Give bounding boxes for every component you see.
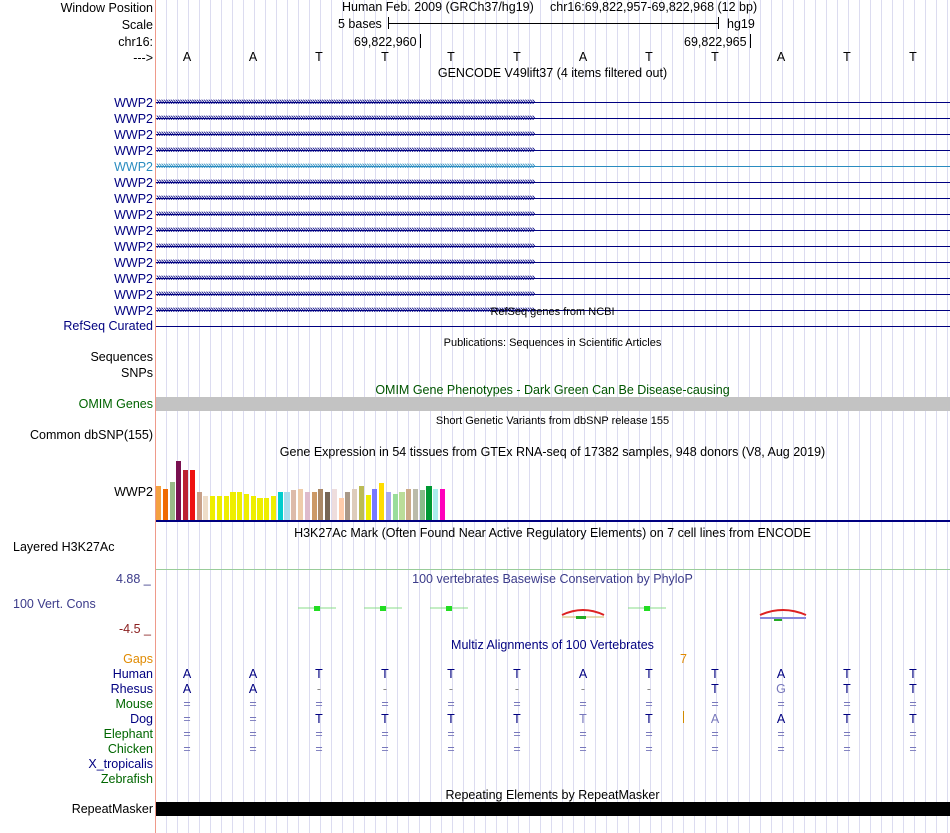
aligned-base: - bbox=[514, 682, 520, 696]
aligned-base: T bbox=[711, 667, 719, 681]
dbsnp-track-title[interactable]: Short Genetic Variants from dbSNP release 155 bbox=[435, 415, 670, 427]
phylop-peak bbox=[576, 616, 586, 619]
aligned-base: = bbox=[579, 727, 587, 741]
strand-arrows: ›››››››››››››››››››››››››››››››››››››››››››››››››››››››››››››››››››››››››››››››››››››››››››››››››››››››››››››››››››››››››››››››››››››››››››››››››››››››››››››››› bbox=[156, 112, 535, 124]
aligned-base: = bbox=[381, 742, 389, 756]
aligned-base: T bbox=[843, 682, 851, 696]
strand-arrows: ›››››››››››››››››››››››››››››››››››››››››››››››››››››››››››››››››››››››››››››››››››››››››››››››››››››››››››››››››››››››››››››››››››››››››››››››››››››››››››››››› bbox=[156, 288, 535, 300]
gencode-transcript-label[interactable]: WWP2 bbox=[114, 128, 153, 142]
strand-arrow-label: ---> bbox=[133, 51, 153, 65]
aligned-base: = bbox=[249, 697, 257, 711]
gencode-transcript-label[interactable]: WWP2 bbox=[114, 288, 153, 302]
aligned-base: A bbox=[182, 667, 192, 681]
scale-text: 5 bases bbox=[338, 17, 382, 31]
aligned-base: T bbox=[315, 712, 323, 726]
aligned-base: = bbox=[315, 697, 323, 711]
reference-base: T bbox=[645, 50, 653, 64]
species-label[interactable]: Elephant bbox=[103, 727, 153, 741]
aligned-base: - bbox=[646, 682, 652, 696]
gencode-transcript-label[interactable]: WWP2 bbox=[114, 240, 153, 254]
dbsnp-track-label[interactable]: Common dbSNP(155) bbox=[30, 428, 153, 442]
species-label[interactable]: Mouse bbox=[115, 697, 153, 711]
aligned-base: = bbox=[249, 727, 257, 741]
reference-base: A bbox=[776, 50, 786, 64]
reference-base: T bbox=[843, 50, 851, 64]
aligned-base: = bbox=[183, 742, 191, 756]
repeatmasker-track-title[interactable]: Repeating Elements by RepeatMasker bbox=[445, 788, 660, 802]
strand-arrows: ›››››››››››››››››››››››››››››››››››››››››››››››››››››››››››››››››››››››››››››››››››››››››››››››››››››››››››››››››››››››››››››››››››››››››››››››››››››››››››››››› bbox=[156, 208, 535, 220]
aligned-base: T bbox=[843, 667, 851, 681]
aligned-base: T bbox=[909, 712, 917, 726]
aligned-base: = bbox=[447, 742, 455, 756]
aligned-base: = bbox=[513, 697, 521, 711]
phylop-peak bbox=[644, 606, 650, 611]
gencode-transcript-label[interactable]: WWP2 bbox=[114, 304, 153, 318]
aligned-base: - bbox=[316, 682, 322, 696]
strand-arrows: ›››››››››››››››››››››››››››››››››››››››››››››››››››››››››››››››››››››››››››››››››››››››››››››››››››››››››››››››››››››››››››››››››››››››››››››››››››››››››››››››› bbox=[156, 176, 535, 188]
aligned-base: A bbox=[776, 712, 786, 726]
aligned-base: = bbox=[183, 697, 191, 711]
strand-arrows: ›››››››››››››››››››››››››››››››››››››››››››››››››››››››››››››››››››››››››››››››››››››››››››››››››››››››››››››››››››››››››››››››››››››››››››››››››››››››››››››››› bbox=[156, 304, 535, 316]
phylop-peak bbox=[314, 606, 320, 611]
multiz-track-title[interactable]: Multiz Alignments of 100 Vertebrates bbox=[451, 638, 654, 652]
multiz-gaps-label[interactable]: Gaps bbox=[123, 652, 153, 666]
aligned-base: = bbox=[909, 742, 917, 756]
species-label[interactable]: Zebrafish bbox=[100, 772, 153, 786]
gencode-transcript-label[interactable]: WWP2 bbox=[114, 176, 153, 190]
aligned-base: T bbox=[645, 667, 653, 681]
aligned-base: = bbox=[447, 697, 455, 711]
aligned-base: G bbox=[776, 682, 786, 696]
aligned-base: T bbox=[315, 667, 323, 681]
aligned-base: = bbox=[777, 697, 785, 711]
strand-arrows: ›››››››››››››››››››››››››››››››››››››››››››››››››››››››››››››››››››››››››››››››››››››››››››››››››››››››››››››››››››››››››››››››››››››››››››››››››››››››››››››››› bbox=[156, 144, 535, 156]
aligned-base: = bbox=[909, 727, 917, 741]
gencode-transcript-label[interactable]: WWP2 bbox=[114, 96, 153, 110]
reference-base: A bbox=[578, 50, 588, 64]
h3k27ac-track-title[interactable]: H3K27Ac Mark (Often Found Near Active Regulatory Elements) on 7 cell lines from ENCODE bbox=[294, 526, 811, 540]
refseq-track-label[interactable]: RefSeq Curated bbox=[63, 319, 153, 333]
position-range-text: chr16:69,822,957-69,822,968 (12 bp) bbox=[550, 0, 758, 14]
coordinate-tick-1: 69,822,960 bbox=[354, 35, 417, 49]
aligned-base: = bbox=[843, 697, 851, 711]
aligned-base: = bbox=[777, 727, 785, 741]
reference-base: T bbox=[381, 50, 389, 64]
gtex-track-title[interactable]: Gene Expression in 54 tissues from GTEx RNA-seq of 17382 samples, 948 donors (V8, Aug 2019) bbox=[279, 445, 826, 459]
phylop-track-label[interactable]: 100 Vert. Cons bbox=[13, 597, 96, 611]
strand-arrows: ›››››››››››››››››››››››››››››››››››››››››››››››››››››››››››››››››››››››››››››››››››››››››››››››››››››››››››››››››››››››››››››››››››››››››››››››››››››››››››››››› bbox=[156, 256, 535, 268]
reference-base: A bbox=[182, 50, 192, 64]
assembly-text: Human Feb. 2009 (GRCh37/hg19) bbox=[342, 0, 534, 14]
aligned-base: = bbox=[249, 742, 257, 756]
aligned-base: T bbox=[513, 667, 521, 681]
strand-arrows: ›››››››››››››››››››››››››››››››››››››››››››››››››››››››››››››››››››››››››››››››››››››››››››››››››››››››››››››››››››››››››››››››››››››››››››››››››››››››››››››››› bbox=[156, 96, 535, 108]
omim-track-title[interactable]: OMIM Gene Phenotypes - Dark Green Can Be Disease-causing bbox=[375, 383, 730, 397]
species-label[interactable]: Rhesus bbox=[110, 682, 153, 696]
reference-base: T bbox=[513, 50, 521, 64]
aligned-base: T bbox=[381, 712, 389, 726]
aligned-base: = bbox=[645, 697, 653, 711]
aligned-base: = bbox=[513, 742, 521, 756]
gencode-transcript-label[interactable]: WWP2 bbox=[114, 208, 153, 222]
reference-base: T bbox=[711, 50, 719, 64]
gencode-transcript-label[interactable]: WWP2 bbox=[114, 112, 153, 126]
aligned-base: = bbox=[711, 697, 719, 711]
species-label[interactable]: Dog bbox=[130, 712, 153, 726]
aligned-base: = bbox=[513, 727, 521, 741]
aligned-base: = bbox=[645, 727, 653, 741]
repeatmasker-element-bar[interactable] bbox=[156, 802, 950, 816]
strand-arrows: ›››››››››››››››››››››››››››››››››››››››››››››››››››››››››››››››››››››››››››››››››››››››››››››››››››››››››››››››››››››››››››››››››››››››››››››››››››››››››››››››› bbox=[156, 240, 535, 252]
aligned-base: A bbox=[248, 682, 258, 696]
publications-track-title[interactable]: Publications: Sequences in Scientific Articles bbox=[443, 337, 662, 349]
aligned-base: A bbox=[776, 667, 786, 681]
phylop-arc bbox=[562, 610, 604, 615]
strand-arrows: ›››››››››››››››››››››››››››››››››››››››››››››››››››››››››››››››››››››››››››››››››››››››››››››››››››››››››››››››››››››››››››››››››››››››››››››››››››››››››››››››› bbox=[156, 224, 535, 236]
aligned-base: T bbox=[579, 712, 587, 726]
omim-track-label[interactable]: OMIM Genes bbox=[78, 397, 153, 411]
aligned-base: - bbox=[448, 682, 454, 696]
scale-db-label: hg19 bbox=[727, 17, 755, 31]
strand-arrows: ›››››››››››››››››››››››››››››››››››››››››››››››››››››››››››››››››››››››››››››››››››››››››››››››››››››››››››››››››››››››››››››››››››››››››››››››››››››››››››››››› bbox=[156, 272, 535, 284]
aligned-base: A bbox=[710, 712, 720, 726]
aligned-base: = bbox=[447, 727, 455, 741]
aligned-base: - bbox=[382, 682, 388, 696]
aligned-base: T bbox=[909, 682, 917, 696]
repeatmasker-track-label[interactable]: RepeatMasker bbox=[71, 802, 153, 816]
scale-label: Scale bbox=[121, 18, 153, 32]
gencode-transcript-label[interactable]: WWP2 bbox=[114, 256, 153, 270]
window-position-label: Window Position bbox=[60, 1, 153, 15]
phylop-max-label: 4.88 _ bbox=[116, 572, 151, 586]
strand-arrows: ›››››››››››››››››››››››››››››››››››››››››››››››››››››››››››››››››››››››››››››››››››››››››››››››››››››››››››››››››››››››››››››››››››››››››››››››››››››››››››››››› bbox=[156, 160, 535, 172]
phylop-peak bbox=[774, 619, 782, 621]
publications-sequences-label[interactable]: Sequences bbox=[90, 350, 153, 364]
aligned-base: T bbox=[447, 667, 455, 681]
gtex-track-label[interactable]: WWP2 bbox=[114, 485, 153, 499]
phylop-peak bbox=[446, 606, 452, 611]
aligned-base: A bbox=[578, 667, 588, 681]
aligned-base: = bbox=[315, 742, 323, 756]
aligned-base: = bbox=[381, 697, 389, 711]
strand-arrows: ›››››››››››››››››››››››››››››››››››››››››››››››››››››››››››››››››››››››››››››››››››››››››››››››››››››››››››››››››››››››››››››››››››››››››››››››››››››››››››››››› bbox=[156, 192, 535, 204]
aligned-base: = bbox=[711, 742, 719, 756]
aligned-base: T bbox=[447, 712, 455, 726]
gencode-transcript-label[interactable]: WWP2 bbox=[114, 192, 153, 206]
h3k27ac-track-label[interactable]: Layered H3K27Ac bbox=[13, 540, 115, 554]
gencode-transcript-label[interactable]: WWP2 bbox=[114, 224, 153, 238]
phylop-peak bbox=[380, 606, 386, 611]
aligned-base: = bbox=[645, 742, 653, 756]
gencode-track-title[interactable]: GENCODE V49lift37 (4 items filtered out) bbox=[437, 66, 668, 80]
strand-arrows: ›››››››››››››››››››››››››››››››››››››››››››››››››››››››››››››››››››››››››››››››››››››››››››››››››››››››››››››››››››››››››››››››››››››››››››››››››››››››››››››››› bbox=[156, 128, 535, 140]
reference-base: T bbox=[447, 50, 455, 64]
aligned-base: T bbox=[513, 712, 521, 726]
reference-base: T bbox=[909, 50, 917, 64]
aligned-base: T bbox=[909, 667, 917, 681]
refseq-track-title[interactable]: RefSeq genes from NCBI bbox=[490, 306, 615, 318]
aligned-base: - bbox=[580, 682, 586, 696]
reference-base: A bbox=[248, 50, 258, 64]
aligned-base: = bbox=[777, 742, 785, 756]
aligned-base: = bbox=[711, 727, 719, 741]
aligned-base: A bbox=[248, 667, 258, 681]
aligned-base: = bbox=[183, 727, 191, 741]
aligned-base: = bbox=[381, 727, 389, 741]
aligned-base: = bbox=[579, 742, 587, 756]
aligned-base: = bbox=[249, 712, 257, 726]
species-label[interactable]: Human bbox=[112, 667, 153, 681]
phylop-track-title[interactable]: 100 vertebrates Basewise Conservation by PhyloP bbox=[412, 572, 693, 586]
aligned-base: = bbox=[183, 712, 191, 726]
publications-snps-label[interactable]: SNPs bbox=[121, 366, 153, 380]
gencode-transcript-label[interactable]: WWP2 bbox=[114, 272, 153, 286]
chrom-label: chr16: bbox=[118, 35, 153, 49]
aligned-base: = bbox=[843, 742, 851, 756]
coordinate-tick-2: 69,822,965 bbox=[684, 35, 747, 49]
aligned-base: T bbox=[711, 682, 719, 696]
gencode-transcript-label[interactable]: WWP2 bbox=[114, 160, 153, 174]
gencode-transcript-label[interactable]: WWP2 bbox=[114, 144, 153, 158]
species-label[interactable]: Chicken bbox=[107, 742, 153, 756]
aligned-base: = bbox=[579, 697, 587, 711]
aligned-base: T bbox=[843, 712, 851, 726]
reference-base: T bbox=[315, 50, 323, 64]
aligned-base: = bbox=[843, 727, 851, 741]
species-label[interactable]: X_tropicalis bbox=[88, 757, 153, 771]
aligned-base: = bbox=[909, 697, 917, 711]
multiz-gap-count[interactable]: 7 bbox=[680, 652, 687, 666]
aligned-base: = bbox=[315, 727, 323, 741]
aligned-base: T bbox=[645, 712, 653, 726]
phylop-min-label: -4.5 _ bbox=[119, 622, 151, 636]
dog-gap-insertion-mark[interactable] bbox=[683, 711, 684, 723]
aligned-base: T bbox=[381, 667, 389, 681]
phylop-arc bbox=[760, 610, 806, 615]
aligned-base: A bbox=[182, 682, 192, 696]
